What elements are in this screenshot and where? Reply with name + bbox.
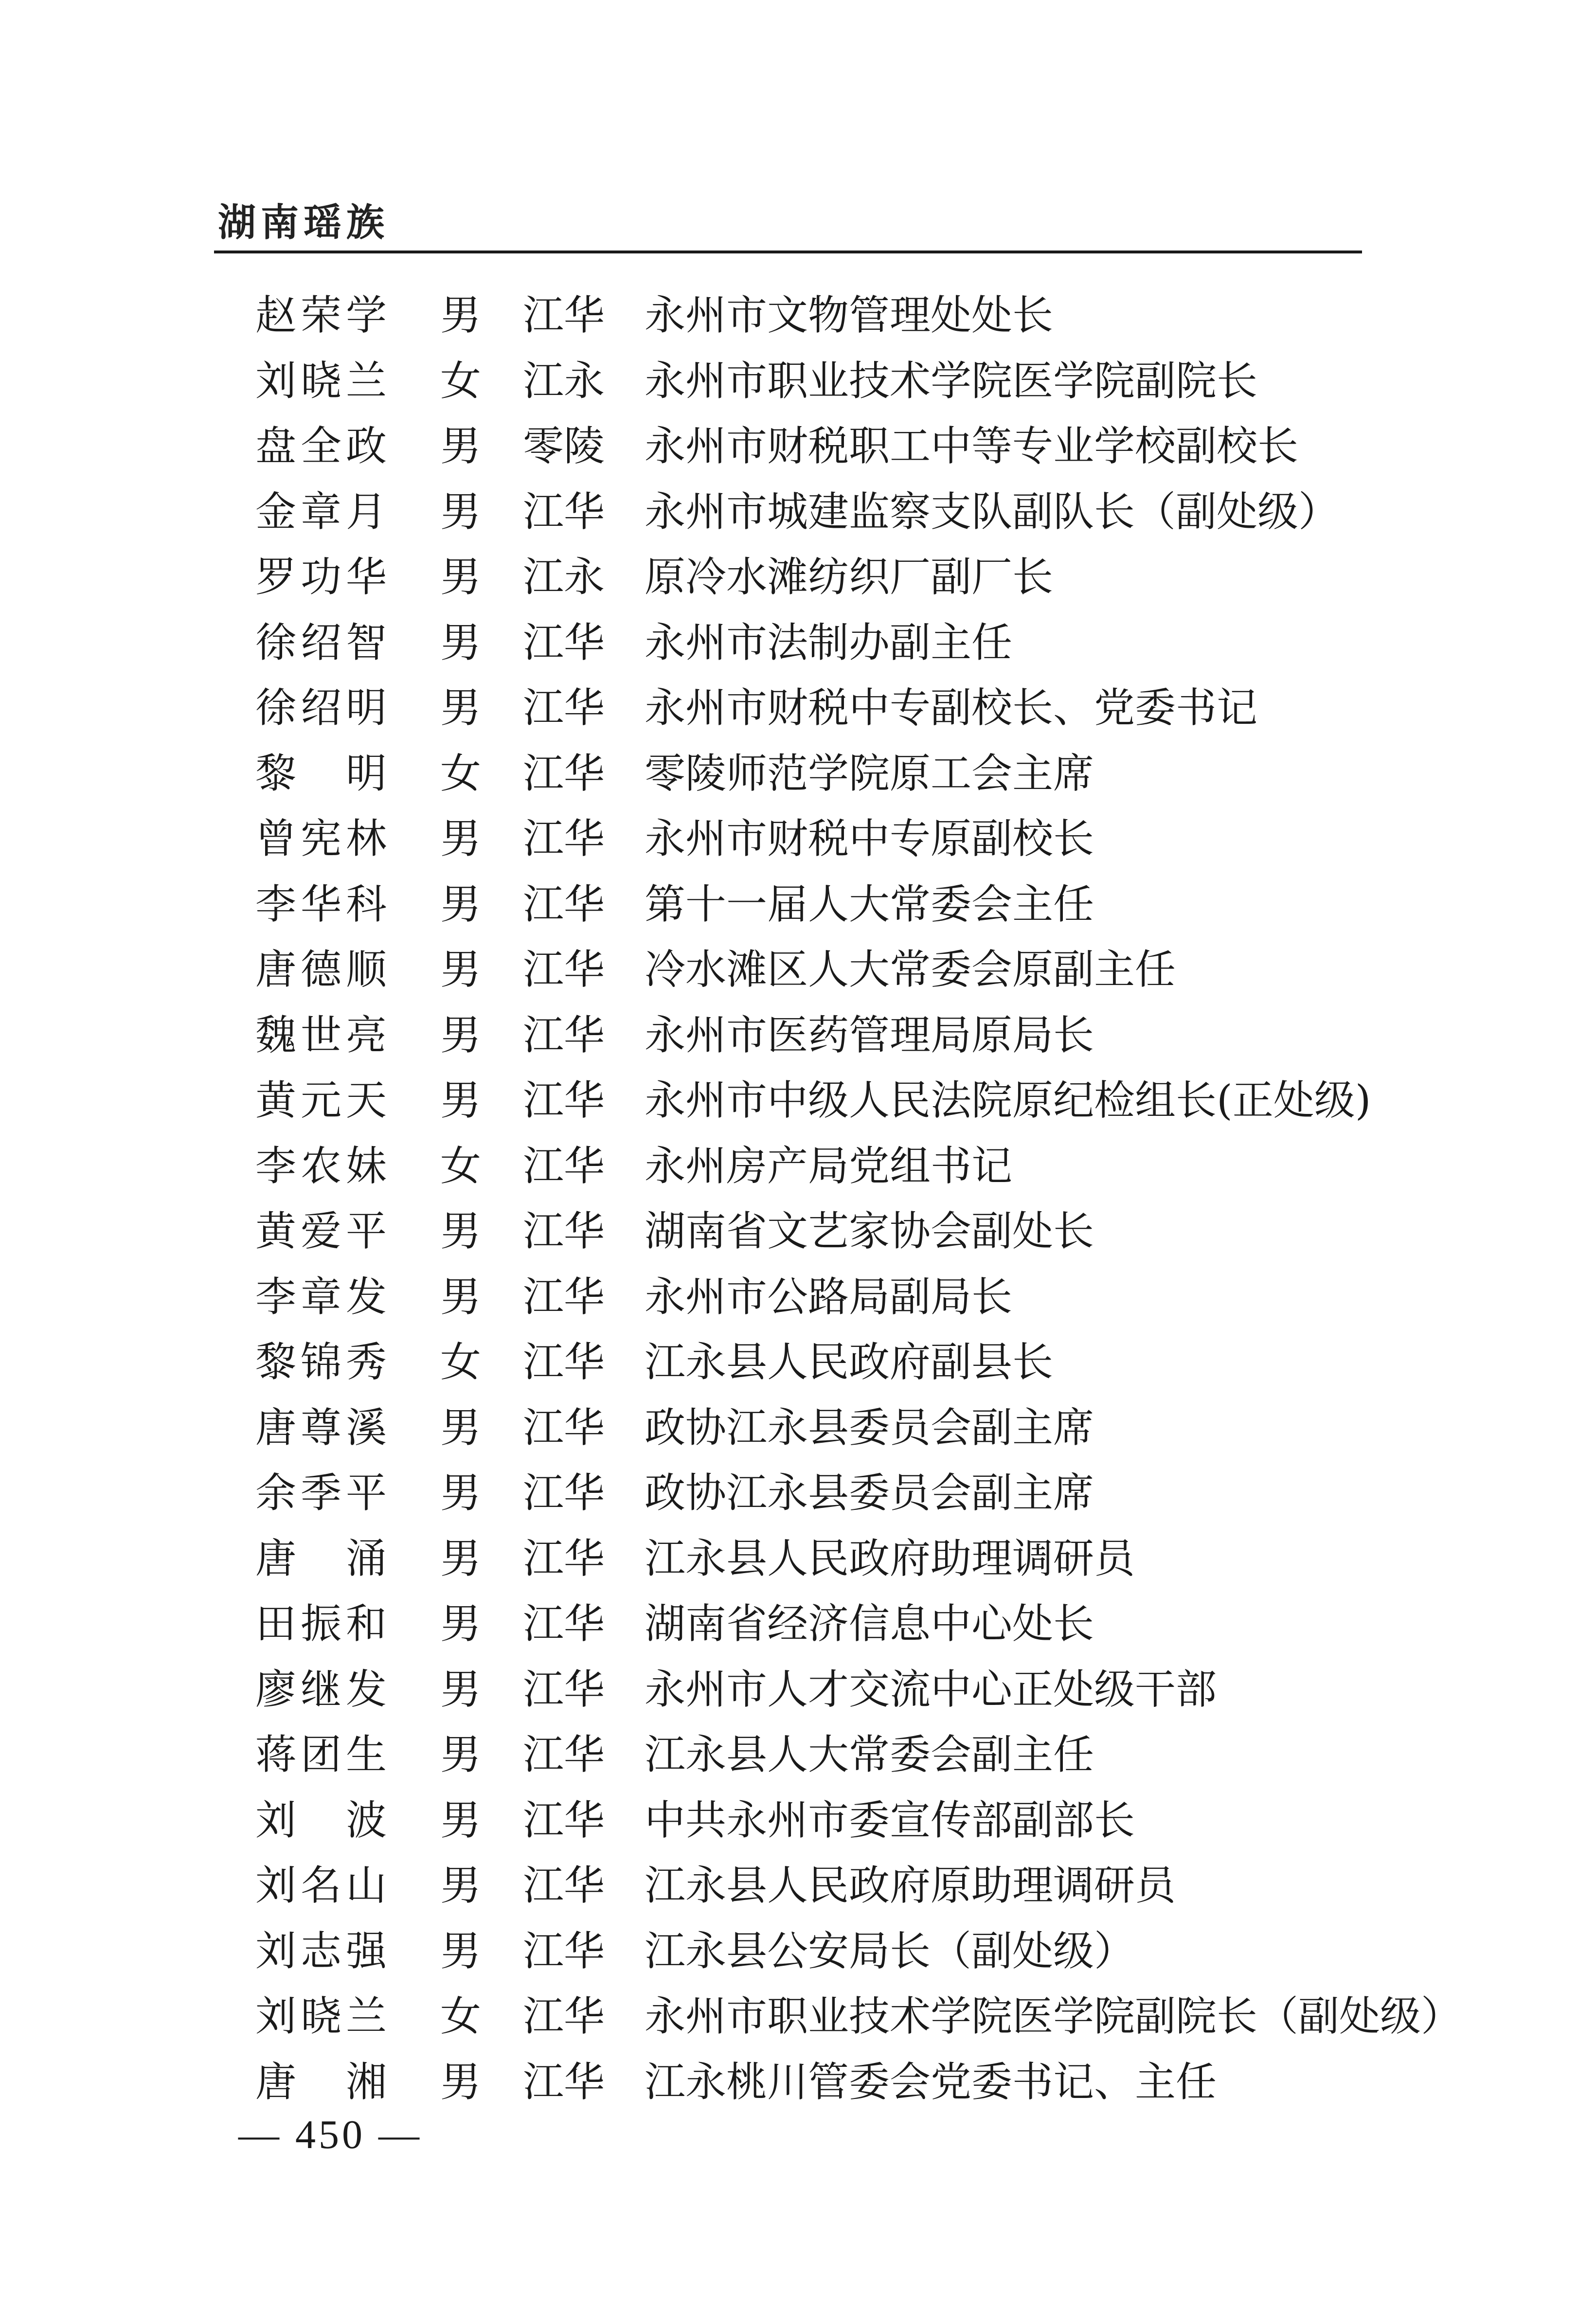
list-item [0, 1529, 1596, 1595]
entry-name: 刘 波 [255, 1796, 387, 1844]
entry-origin: 江华 [523, 1011, 605, 1059]
entry-origin: 江华 [523, 2058, 605, 2106]
list-item [0, 1137, 1596, 1202]
entry-origin: 江华 [523, 1796, 605, 1844]
entry-position: 江永县人民政府助理调研员 [645, 1534, 1135, 1582]
entry-origin: 江华 [523, 815, 605, 862]
entry-gender: 男 [440, 1534, 482, 1582]
entry-name: 盘 全 政 [255, 422, 387, 470]
entry-gender: 男 [440, 618, 482, 666]
list-item [0, 1856, 1596, 1922]
entry-name: 黄 元 天 [255, 1076, 387, 1124]
entry-gender: 女 [440, 749, 482, 797]
list-item [0, 809, 1596, 875]
entry-gender: 男 [440, 553, 482, 601]
entry-gender: 男 [440, 880, 482, 928]
entry-origin: 江华 [523, 1862, 605, 1909]
list-item [0, 548, 1596, 613]
list-item [0, 1464, 1596, 1529]
entry-name: 唐 尊 溪 [255, 1403, 387, 1452]
entry-position: 永州市财税中专原副校长 [645, 815, 1094, 862]
entry-name: 李 章 发 [255, 1272, 387, 1321]
entry-origin: 江华 [523, 946, 605, 993]
entry-position: 永州房产局党组书记 [645, 1142, 1013, 1190]
list-item [0, 417, 1596, 483]
entry-position: 政协江永县委员会副主席 [645, 1469, 1094, 1517]
entry-gender: 男 [440, 1731, 482, 1778]
entry-name: 黄 爱 平 [255, 1207, 387, 1255]
entry-position: 江永县人大常委会副主任 [645, 1731, 1094, 1778]
list-item [0, 1071, 1596, 1137]
entry-position: 永州市职业技术学院医学院副院长（副处级） [645, 1992, 1462, 2040]
entry-position: 永州市财税职工中等专业学校副校长 [645, 422, 1299, 470]
entry-origin: 江华 [523, 618, 605, 666]
list-item [0, 1006, 1596, 1072]
entry-gender: 男 [440, 1207, 482, 1255]
entry-name: 曾 宪 林 [255, 815, 387, 862]
entry-position: 永州市财税中专副校长、党委书记 [645, 684, 1258, 732]
entry-gender: 女 [440, 1992, 482, 2040]
entry-origin: 江华 [523, 684, 605, 732]
entry-gender: 男 [440, 1469, 482, 1517]
header-rule [214, 251, 1362, 253]
entry-position: 湖南省文艺家协会副处长 [645, 1207, 1094, 1255]
entry-position: 江永县公安局长（副处级） [645, 1927, 1135, 1975]
entry-position: 永州市城建监察支队副队长（副处级） [645, 487, 1340, 536]
entry-position: 政协江永县委员会副主席 [645, 1403, 1094, 1452]
entry-gender: 男 [440, 1927, 482, 1975]
entry-position: 中共永州市委宣传部副部长 [645, 1796, 1135, 1844]
entry-name: 唐 涌 [255, 1534, 387, 1582]
entry-position: 江永桃川管委会党委书记、主任 [645, 2058, 1217, 2106]
entry-gender: 男 [440, 2058, 482, 2106]
entry-gender: 女 [440, 357, 482, 405]
entry-gender: 女 [440, 1338, 482, 1386]
entry-position: 永州市法制办副主任 [645, 618, 1013, 666]
list-item [0, 1268, 1596, 1333]
list-item [0, 1922, 1596, 1988]
entry-origin: 江永 [523, 553, 605, 601]
entry-gender: 男 [440, 1796, 482, 1844]
list-item [0, 1660, 1596, 1726]
entry-gender: 男 [440, 422, 482, 470]
entry-origin: 江华 [523, 1665, 605, 1713]
entry-name: 黎 明 [255, 749, 387, 797]
list-item [0, 1595, 1596, 1660]
list-item [0, 352, 1596, 417]
entry-name: 刘 晓 兰 [255, 1992, 387, 2040]
entry-origin: 江永 [523, 357, 605, 405]
entry-gender: 男 [440, 1076, 482, 1124]
list-item [0, 1333, 1596, 1398]
entry-position: 江永县人民政府原助理调研员 [645, 1862, 1176, 1909]
entry-name: 魏 世 亮 [255, 1011, 387, 1059]
entry-origin: 江华 [523, 1403, 605, 1452]
list-item [0, 1398, 1596, 1464]
list-item [0, 2053, 1596, 2118]
entry-origin: 江华 [523, 1469, 605, 1517]
entry-origin: 江华 [523, 880, 605, 928]
entry-origin: 江华 [523, 1207, 605, 1255]
list-item [0, 1791, 1596, 1857]
entry-origin: 江华 [523, 1272, 605, 1321]
entry-position: 永州市医药管理局原局长 [645, 1011, 1094, 1059]
entry-name: 刘 志 强 [255, 1927, 387, 1975]
entry-origin: 江华 [523, 1600, 605, 1648]
entry-position: 原冷水滩纺织厂副厂长 [645, 553, 1054, 601]
entry-name: 金 章 月 [255, 487, 387, 536]
entry-origin: 江华 [523, 1534, 605, 1582]
list-item [0, 744, 1596, 810]
entry-origin: 江华 [523, 487, 605, 536]
entry-origin: 江华 [523, 1992, 605, 2040]
entry-gender: 男 [440, 1862, 482, 1909]
entry-gender: 男 [440, 487, 482, 536]
list-item [0, 286, 1596, 352]
entry-name: 赵 荣 学 [255, 291, 387, 339]
entry-position: 永州市中级人民法院原纪检组长(正处级) [645, 1076, 1371, 1124]
entry-name: 罗 功 华 [255, 553, 387, 601]
list-item [0, 875, 1596, 941]
entry-name: 余 季 平 [255, 1469, 387, 1517]
entry-position: 永州市文物管理处处长 [645, 291, 1054, 339]
entry-position: 永州市人才交流中心正处级干部 [645, 1665, 1217, 1713]
entry-gender: 男 [440, 815, 482, 862]
entry-name: 田 振 和 [255, 1600, 387, 1648]
list-item [0, 483, 1596, 548]
entry-position: 江永县人民政府副县长 [645, 1338, 1054, 1386]
entry-gender: 男 [440, 1665, 482, 1713]
entry-origin: 江华 [523, 1927, 605, 1975]
list-item [0, 940, 1596, 1006]
entry-origin: 江华 [523, 1731, 605, 1778]
list-item [0, 1725, 1596, 1791]
entry-name: 蒋 团 生 [255, 1731, 387, 1778]
entry-gender: 男 [440, 1272, 482, 1321]
list-item [0, 613, 1596, 679]
entry-position: 第十一届人大常委会主任 [645, 880, 1094, 928]
entry-position: 永州市公路局副局长 [645, 1272, 1013, 1321]
running-header: 湖南瑶族 [218, 201, 390, 245]
entry-name: 唐 德 顺 [255, 946, 387, 993]
entry-position: 湖南省经济信息中心处长 [645, 1600, 1094, 1648]
entry-name: 唐 湘 [255, 2058, 387, 2106]
list-item [0, 1202, 1596, 1268]
entry-gender: 男 [440, 1600, 482, 1648]
entry-name: 徐 绍 智 [255, 618, 387, 666]
list-item [0, 679, 1596, 744]
entry-origin: 零陵 [523, 422, 605, 470]
entry-position: 零陵师范学院原工会主席 [645, 749, 1094, 797]
entry-name: 徐 绍 明 [255, 684, 387, 732]
entry-name: 廖 继 发 [255, 1665, 387, 1713]
entry-origin: 江华 [523, 749, 605, 797]
entry-name: 李 华 科 [255, 880, 387, 928]
entry-name: 李 农 妹 [255, 1142, 387, 1190]
entry-gender: 男 [440, 1011, 482, 1059]
list-item [0, 1987, 1596, 2053]
entry-gender: 男 [440, 291, 482, 339]
entry-position: 冷水滩区人大常委会原副主任 [645, 946, 1176, 993]
entry-origin: 江华 [523, 291, 605, 339]
entry-name: 刘 名 山 [255, 1862, 387, 1909]
entry-origin: 江华 [523, 1142, 605, 1190]
entry-name: 黎 锦 秀 [255, 1338, 387, 1386]
entry-gender: 男 [440, 946, 482, 993]
page-number: — 450 — [238, 2112, 422, 2157]
entry-position: 永州市职业技术学院医学院副院长 [645, 357, 1258, 405]
entry-gender: 男 [440, 684, 482, 732]
entry-gender: 男 [440, 1403, 482, 1452]
entry-name: 刘 晓 兰 [255, 357, 387, 405]
entry-list [0, 286, 1596, 2118]
entry-origin: 江华 [523, 1076, 605, 1124]
entry-gender: 女 [440, 1142, 482, 1190]
entry-origin: 江华 [523, 1338, 605, 1386]
